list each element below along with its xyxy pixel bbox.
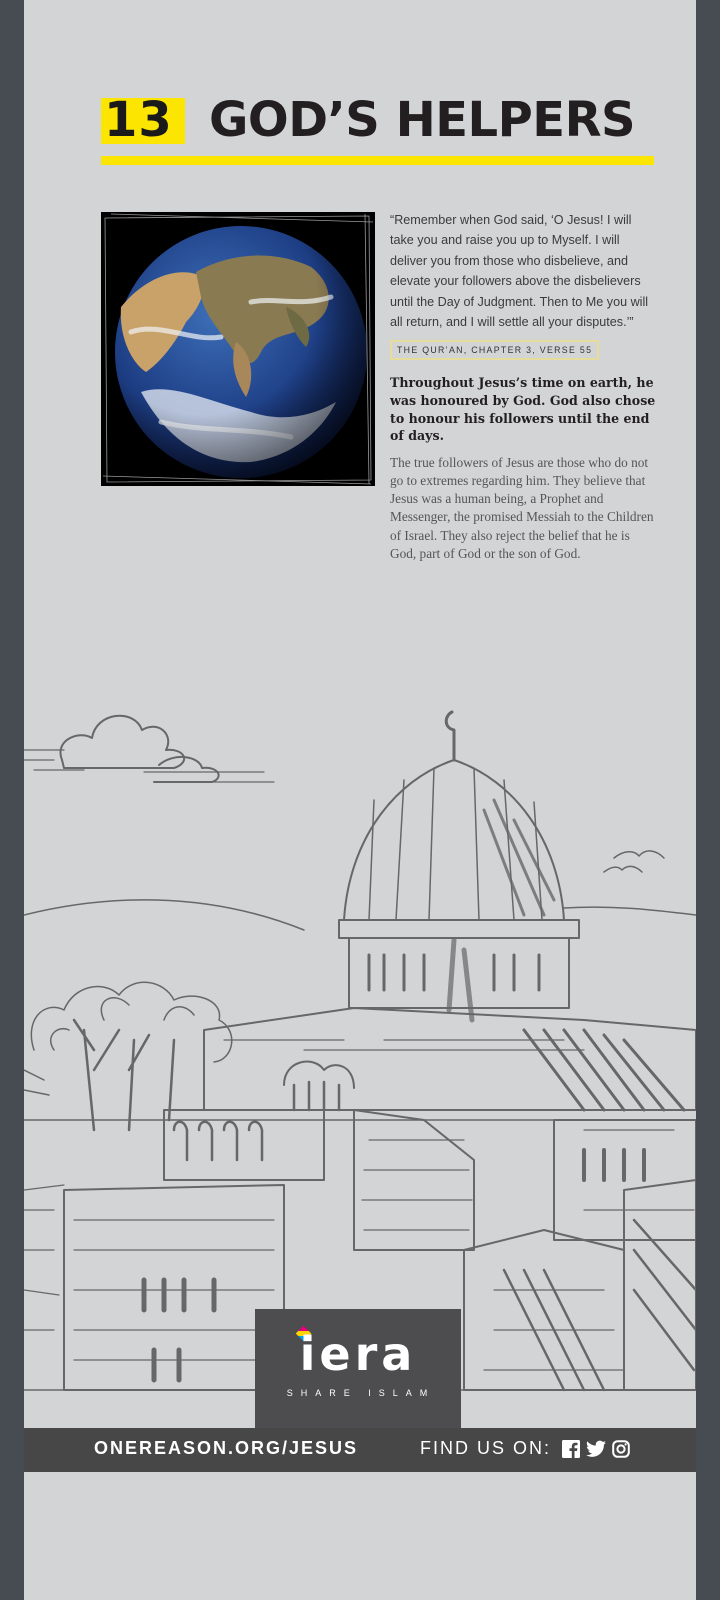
title-underline	[101, 156, 654, 165]
logo-tagline: SHARE ISLAM	[286, 1388, 436, 1398]
section-number: 13	[104, 92, 173, 148]
poster-panel	[24, 0, 696, 1600]
earth-image	[101, 212, 375, 486]
dome-icon	[339, 712, 579, 1020]
lead-paragraph: Throughout Jesus’s time on earth, he was honoured by God. God also chose to honour his followers until the end of days.	[390, 375, 656, 444]
facebook-icon[interactable]	[562, 1440, 580, 1458]
birds-icon	[604, 851, 664, 872]
poster-header	[101, 92, 654, 168]
quran-quote: “Remember when God said, ‘O Jesus! I will take you and raise you up to Myself. I will deliver you from those who disbelieve, and elevate your followers above the disbelievers until the Day of Judgment. Then to Me you will all return, and I will settle all your disputes.’”	[390, 213, 649, 330]
quote-reference: THE QUR’AN, CHAPTER 3, VERSE 55	[390, 340, 599, 360]
trees-sketch	[24, 982, 232, 1130]
find-us-label: FIND US ON:	[420, 1438, 552, 1458]
twitter-icon[interactable]	[586, 1440, 606, 1458]
text-column	[390, 210, 656, 563]
body-paragraph: The true followers of Jesus are those who do not go to extremes regarding him. They believe that Jesus was a human being, a Prophet and Messenger, the promised Messiah to the Children of Israel. They also reject the belief that he is God, part of God or the son of God.	[390, 454, 654, 561]
cloud-icon	[24, 716, 274, 782]
poster-title: GOD’S HELPERS	[209, 92, 636, 148]
section-number-badge	[101, 92, 185, 148]
instagram-icon[interactable]	[612, 1440, 630, 1458]
website-link[interactable]: ONEREASON.ORG/JESUS	[94, 1438, 359, 1458]
iera-logo	[255, 1309, 461, 1429]
logo-wordmark: iera	[299, 1327, 417, 1381]
footer-bar	[24, 1428, 696, 1472]
